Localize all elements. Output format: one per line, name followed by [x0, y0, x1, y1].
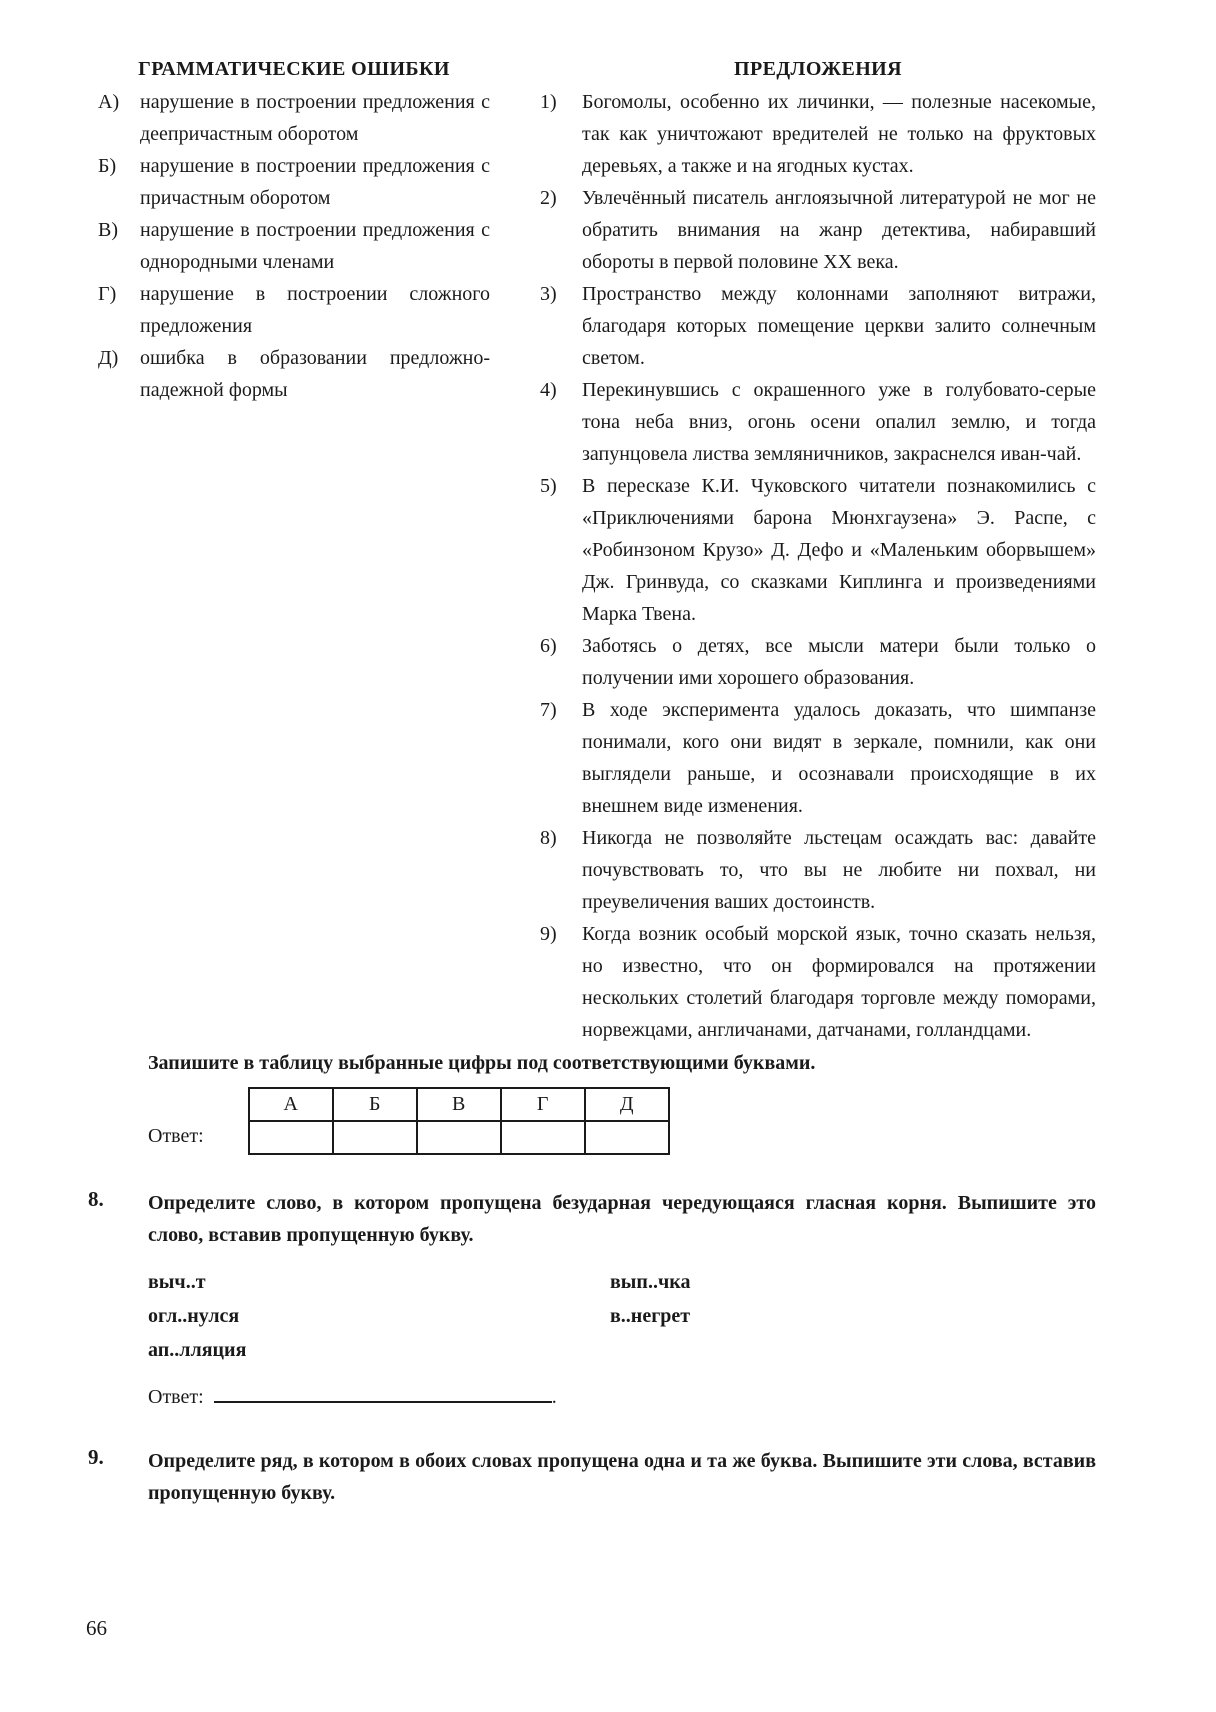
- task-9: [88, 1445, 1096, 1509]
- sentence-item-label: 3): [540, 283, 557, 305]
- sentence-item: [540, 822, 1096, 918]
- word-item: выч..т: [148, 1271, 206, 1293]
- matching-task: [98, 58, 1096, 1046]
- sentence-item: [540, 630, 1096, 694]
- sentence-item-text: Богомолы, особенно их личинки, — полезные насекомые, так как уничтожают вредителей не только на фруктовых деревьях, а также и на ягодных кустах.: [582, 91, 1096, 177]
- sentence-item: [540, 374, 1096, 470]
- answer-table: [248, 1087, 670, 1155]
- task-number: 8.: [88, 1187, 104, 1211]
- grammar-errors-column: [98, 58, 490, 406]
- sentence-item-text: В пересказе К.И. Чуковского читатели познакомились с «Приключениями барона Мюнхгаузена» Э. Распе, с «Робинзоном Крузо» Д. Дефо и «Маленьким оборвышем» Дж. Гринвуда, со сказками Киплинга и произведениями Марка Твена.: [582, 475, 1096, 625]
- matching-answer-block: [148, 1087, 1096, 1155]
- sentence-item-label: 6): [540, 635, 557, 657]
- errors-column-header: ГРАММАТИЧЕСКИЕ ОШИБКИ: [138, 58, 450, 80]
- task-8: [88, 1187, 1096, 1413]
- matching-instruction: Запишите в таблицу выбранные цифры под соответствующими буквами.: [148, 1052, 816, 1074]
- sentence-item-text: Пространство между колоннами заполняют витражи, благодаря которых помещение церкви залито солнечным светом.: [582, 283, 1096, 369]
- sentence-item-label: 5): [540, 475, 557, 497]
- answer-line-period: .: [551, 1386, 557, 1408]
- error-item-label: Д): [98, 347, 119, 369]
- answer-table-header-cell: А: [249, 1088, 333, 1121]
- sentence-item-text: Когда возник особый морской язык, точно сказать нельзя, но известно, что он формировался на протяжении нескольких столетий благодаря торговле между поморами, норвежцами, англичанами, датчанами, голландцами.: [582, 923, 1096, 1041]
- error-item-text: нарушение в построении предложения с деепричастным оборотом: [140, 91, 490, 145]
- error-item-text: ошибка в образовании предложно-падежной формы: [140, 347, 490, 401]
- word-column-left: [148, 1265, 610, 1367]
- error-item: [98, 86, 490, 150]
- error-item: [98, 278, 490, 342]
- task-body: [148, 1187, 1096, 1413]
- page-number: 66: [86, 1616, 107, 1640]
- task-text: Определите слово, в котором пропущена безударная чередующаяся гласная корня. Выпишите это слово, вставив пропущенную букву.: [148, 1192, 1096, 1246]
- word-item: в..негрет: [610, 1305, 691, 1327]
- answer-table-header-cell: В: [417, 1088, 501, 1121]
- page-content: [88, 58, 1096, 1509]
- word-list: [148, 1265, 1096, 1367]
- sentence-item: [540, 918, 1096, 1046]
- answer-table-input-cell: [249, 1121, 333, 1154]
- answer-table-header-row: [249, 1088, 669, 1121]
- sentence-item-text: Никогда не позволяйте льстецам осаждать вас: давайте почувствовать то, что вы не любите ни похвал, ни преувеличения ваших достоинств.: [582, 827, 1096, 913]
- error-item-text: нарушение в построении сложного предложения: [140, 283, 490, 337]
- sentence-item-label: 9): [540, 923, 557, 945]
- error-item: [98, 214, 490, 278]
- sentences-column: [540, 58, 1096, 1046]
- answer-table-header-cell: Б: [333, 1088, 417, 1121]
- sentence-item: [540, 86, 1096, 182]
- error-item-label: В): [98, 219, 118, 241]
- answer-table-header-cell: Г: [501, 1088, 585, 1121]
- answer-table-input-row: [249, 1121, 669, 1154]
- error-item-label: Г): [98, 283, 117, 305]
- sentence-item: [540, 694, 1096, 822]
- error-item-text: нарушение в построении предложения с причастным оборотом: [140, 155, 490, 209]
- sentence-item-label: 7): [540, 699, 557, 721]
- word-item: вып..чка: [610, 1271, 691, 1293]
- answer-label: Ответ:: [148, 1125, 204, 1147]
- error-item: [98, 342, 490, 406]
- task-number: 9.: [88, 1445, 104, 1469]
- answer-table-input-cell: [501, 1121, 585, 1154]
- sentence-item-label: 8): [540, 827, 557, 849]
- sentence-item-text: Перекинувшись с окрашенного уже в голубовато-серые тона неба вниз, огонь осени опалил землю, и тогда запунцовела листва земляничников, закраснелся иван-чай.: [582, 379, 1096, 465]
- answer-table-header-cell: Д: [585, 1088, 669, 1121]
- sentences-column-header: ПРЕДЛОЖЕНИЯ: [734, 58, 902, 80]
- sentence-item-label: 4): [540, 379, 557, 401]
- answer-table-input-cell: [417, 1121, 501, 1154]
- error-item-label: А): [98, 91, 120, 113]
- sentence-item: [540, 182, 1096, 278]
- sentence-item-text: Заботясь о детях, все мысли матери были только о получении ими хорошего образования.: [582, 635, 1096, 689]
- error-item-text: нарушение в построении предложения с однородными членами: [140, 219, 490, 273]
- task8-answer-line: [148, 1381, 1096, 1413]
- word-column-right: [610, 1265, 690, 1367]
- word-item: ап..лляция: [148, 1339, 247, 1361]
- sentence-item: [540, 470, 1096, 630]
- answer-blank-line: [214, 1383, 552, 1403]
- answer-table-input-cell: [333, 1121, 417, 1154]
- error-item-label: Б): [98, 155, 117, 177]
- answer-label: Ответ:: [148, 1386, 204, 1408]
- task-text: Определите ряд, в котором в обоих словах пропущена одна и та же буква. Выпишите эти слова, вставив пропущенную букву.: [148, 1450, 1096, 1504]
- sentence-item-label: 2): [540, 187, 557, 209]
- sentence-item-label: 1): [540, 91, 557, 113]
- error-item: [98, 150, 490, 214]
- sentence-item: [540, 278, 1096, 374]
- word-item: огл..нулся: [148, 1305, 240, 1327]
- sentence-item-text: Увлечённый писатель англоязычной литературой не мог не обратить внимания на жанр детектива, набиравший обороты в первой половине ХХ века.: [582, 187, 1096, 273]
- sentence-item-text: В ходе эксперимента удалось доказать, что шимпанзе понимали, кого они видят в зеркале, помнили, как они выглядели раньше, и осознавали происходящие в их внешнем виде изменения.: [582, 699, 1096, 817]
- answer-table-input-cell: [585, 1121, 669, 1154]
- task-body: [148, 1445, 1096, 1509]
